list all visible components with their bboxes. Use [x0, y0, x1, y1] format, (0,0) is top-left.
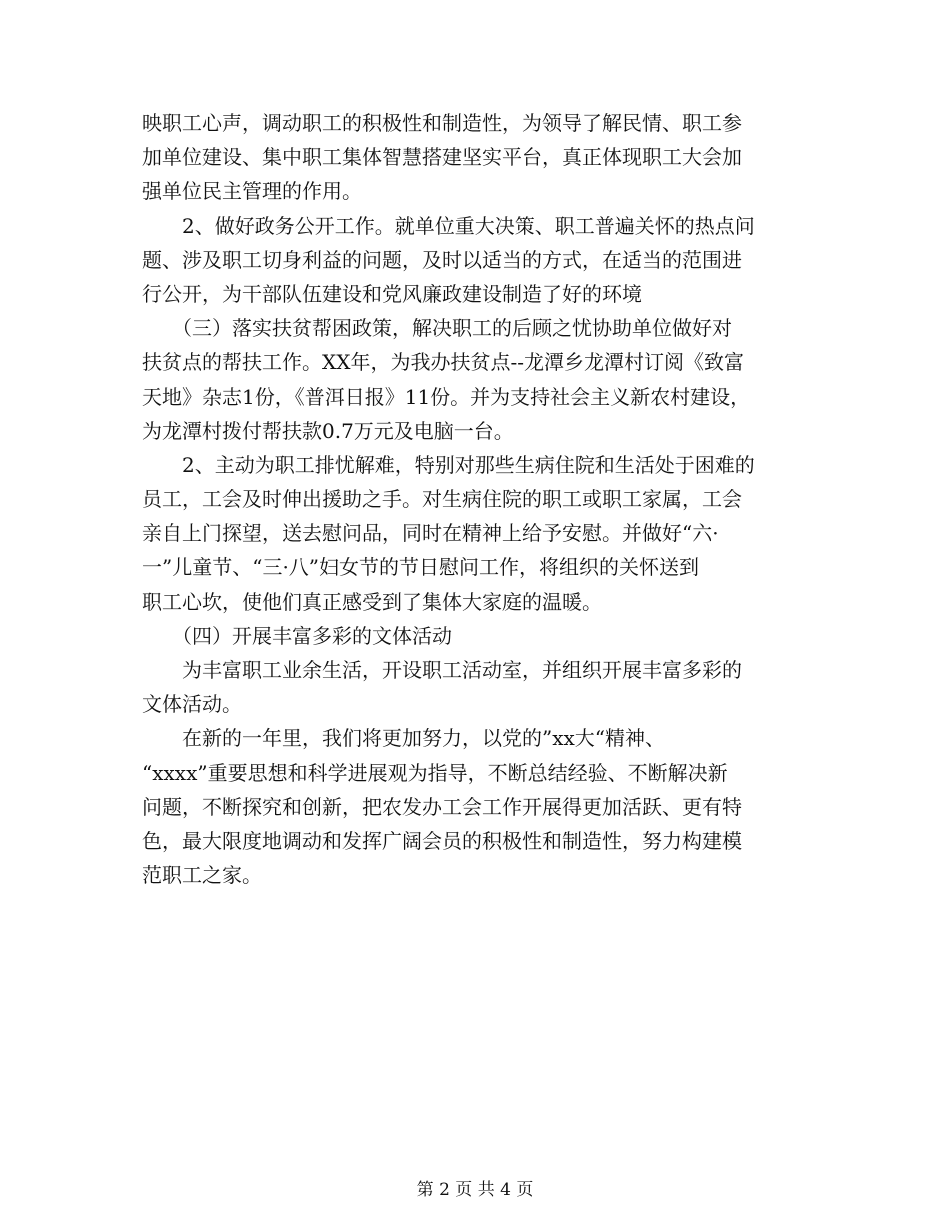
- text-line: 加单位建设、集中职工集体智慧搭建坚实平台，真正体现职工大会加: [142, 145, 742, 170]
- page-label-suffix: 页: [516, 1180, 534, 1200]
- page-total: 4: [500, 1180, 511, 1200]
- text-line: 问题，不断探究和创新，把农发办工会工作开展得更加活跃、更有特: [142, 794, 742, 819]
- text-line: 映职工心声，调动职工的积极性和制造性，为领导了解民情、职工参: [142, 111, 742, 135]
- text-line: 2、做好政务公开工作。就单位重大决策、职工普遍关怀的热点问: [142, 213, 755, 238]
- body-text: [142, 106, 806, 892]
- text-line: 范职工之家。: [142, 863, 262, 888]
- text-line: 文体活动。: [142, 692, 242, 717]
- text-line: 职工心坎，使他们真正感受到了集体大家庭的温暖。: [142, 589, 602, 614]
- text-line: 强单位民主管理的作用。: [142, 179, 362, 204]
- page-footer: [0, 1180, 950, 1200]
- text-line: 行公开，为干部队伍建设和党风廉政建设制造了好的环境: [142, 281, 642, 306]
- text-line: 亲自上门探望，送去慰问品，同时在精神上给予安慰。并做好“六·: [142, 521, 719, 546]
- text-line: 为龙潭村拨付帮扶款0.7万元及电脑一台。: [142, 418, 514, 443]
- text-line: 一”儿童节、“三·八”妇女节的节日慰问工作，将组织的关怀送到: [142, 555, 700, 580]
- text-line: “xxxx”重要思想和科学进展观为指导，不断总结经验、不断解决新: [142, 760, 728, 785]
- page-label-middle: 页 共: [455, 1180, 495, 1200]
- text-line: （三）落实扶贫帮困政策，解决职工的后顾之忧协助单位做好对: [142, 316, 732, 341]
- text-line: （四）开展丰富多彩的文体活动: [142, 623, 452, 648]
- text-line: 在新的一年里，我们将更加努力，以党的”xx大“精神、: [142, 726, 666, 751]
- text-line: 扶贫点的帮扶工作。XX年，为我办扶贫点--龙潭乡龙潭村订阅《致富: [142, 350, 744, 375]
- text-line: 色，最大限度地调动和发挥广阔会员的积极性和制造性，努力构建模: [142, 828, 742, 853]
- text-line: 为丰富职工业余生活，开设职工活动室，并组织开展丰富多彩的: [142, 658, 742, 682]
- text-line: 天地》杂志1份，《普洱日报》11份。并为支持社会主义新农村建设，: [142, 384, 751, 409]
- text-line: 2、主动为职工排忧解难，特别对那些生病住院和生活处于困难的: [142, 452, 755, 477]
- page-label-prefix: 第: [416, 1180, 434, 1200]
- text-line: 题、涉及职工切身利益的问题，及时以适当的方式，在适当的范围进: [142, 247, 742, 272]
- text-line: 员工，工会及时伸出援助之手。对生病住院的职工或职工家属，工会: [142, 487, 742, 512]
- page-number: 2: [439, 1180, 450, 1200]
